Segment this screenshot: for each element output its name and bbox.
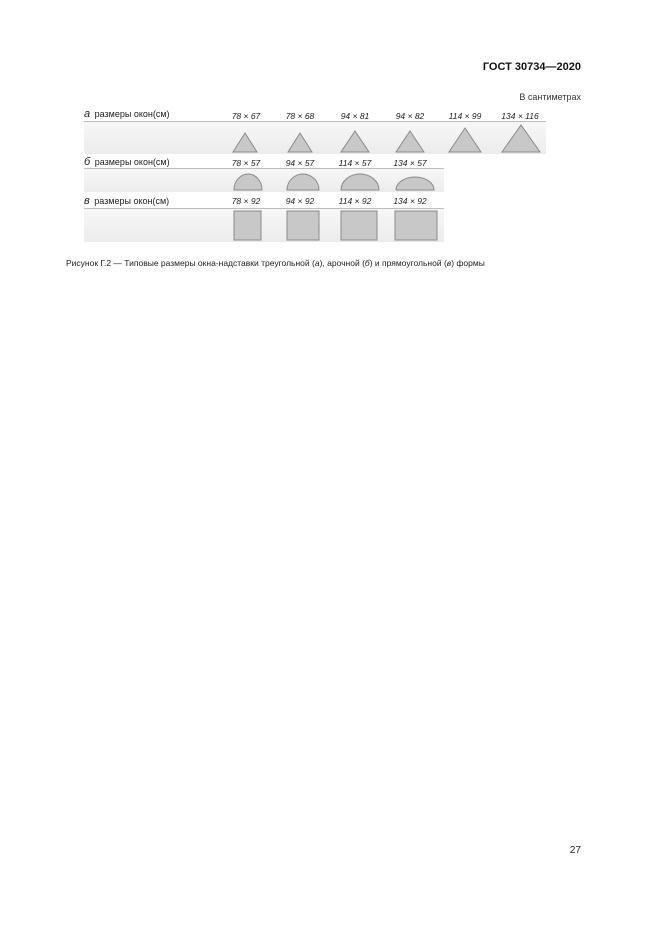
row-c-size-3: 114 × 92 [338, 196, 372, 206]
caption-pre: Рисунок Г.2 — Типовые размеры окна-надставки треугольной ( [66, 258, 315, 268]
rectangle-window-2 [287, 211, 319, 240]
row-b-size-2: 94 × 57 [285, 158, 315, 168]
row-a-letter: а [84, 108, 91, 120]
caption-mid2: ) и прямоугольной ( [369, 258, 447, 268]
row-b-size-3: 114 × 57 [338, 158, 372, 168]
row-c-size-4: 134 × 92 [393, 196, 427, 206]
row-a-size-3: 94 × 81 [340, 111, 370, 121]
rectangle-window-shapes [0, 0, 661, 250]
row-b-size-4: 134 × 57 [393, 158, 427, 168]
row-a-size-2: 78 × 68 [285, 111, 315, 121]
row-a-size-5: 114 × 99 [448, 111, 482, 121]
units-note: В сантиметрах [519, 92, 581, 102]
page-number: 27 [569, 845, 581, 856]
row-b-text: размеры окон(см) [94, 157, 170, 167]
row-b-size-1: 78 × 57 [231, 158, 261, 168]
row-c-letter: в [84, 195, 90, 207]
caption-b: б [364, 258, 370, 268]
row-a-size-4: 94 × 82 [395, 111, 425, 121]
row-b-letter: б [84, 156, 91, 168]
caption-c: в [446, 258, 452, 268]
rectangle-window-3 [341, 211, 377, 240]
row-c-text: размеры окон(см) [94, 196, 170, 206]
row-c-size-1: 78 × 92 [231, 196, 261, 206]
row-a-text: размеры окон(см) [94, 109, 170, 119]
row-a-size-1: 78 × 67 [231, 111, 261, 121]
rectangle-window-1 [234, 211, 261, 240]
caption-post: ) формы [451, 258, 485, 268]
row-a-size-6: 134 × 116 [501, 111, 539, 121]
caption-a: а [314, 258, 320, 268]
caption-mid1: ), арочной ( [319, 258, 365, 268]
figure-caption [66, 258, 485, 268]
document-code: ГОСТ 30734—2020 [482, 61, 581, 73]
rectangle-window-4 [395, 211, 437, 240]
row-c-size-2: 94 × 92 [285, 196, 315, 206]
